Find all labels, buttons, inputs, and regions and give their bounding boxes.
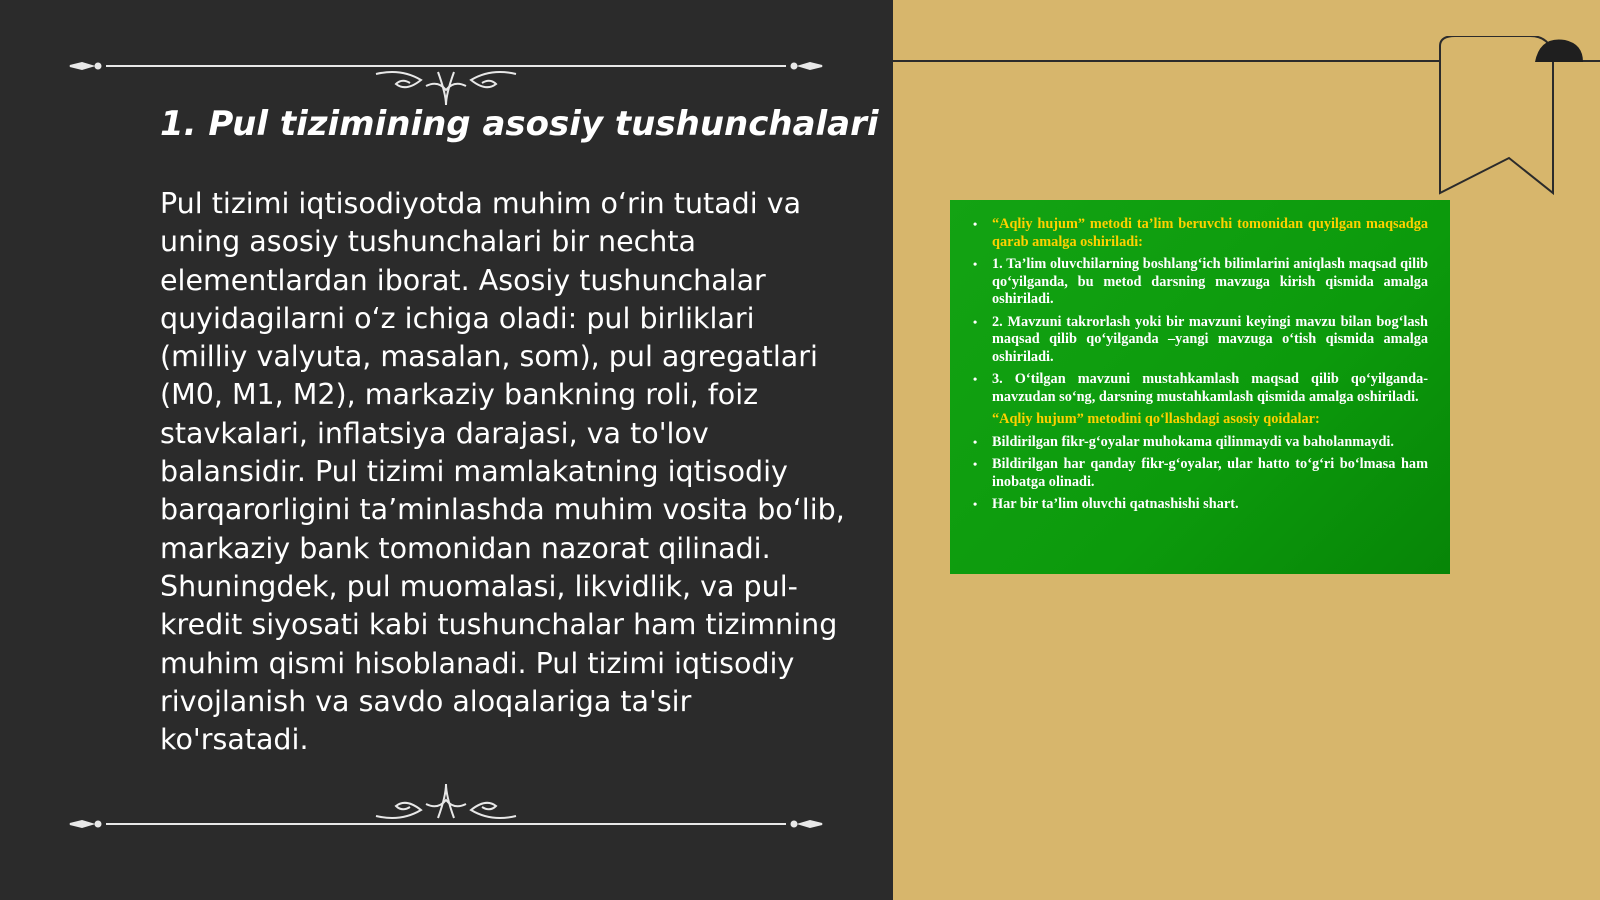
bullet-icon: • <box>973 314 978 329</box>
bottom-flourish-ornament <box>66 770 826 830</box>
bullet-icon: • <box>973 372 978 386</box>
bullet-icon: • <box>973 434 978 449</box>
list-item: • 3. O‘tilgan mavzuni mustahkamlash maqsad qilib qo‘yilganda-mavzudan so‘ng, darsning mustahkamlash qismida amalga oshiriladi. <box>973 371 1428 405</box>
top-flourish-ornament <box>66 50 826 110</box>
list-item: • Bildirilgan har qanday fikr-g‘oyalar, ular hatto to‘g‘ri bo‘lmasa ham inobatga olinadi. <box>973 456 1428 490</box>
list-item: • Har bir ta’lim oluvchi qatnashishi shart. <box>973 496 1239 512</box>
bullet-icon: • <box>973 257 978 271</box>
aqliy-hujum-image-box <box>950 200 1450 574</box>
list-item: • 2. Mavzuni takrorlash yoki bir mavzuni keyingi mavzu bilan bog‘lash maqsad qilib qo‘yilganda –yangi mavzuga o‘tish qismida amalga oshiriladi. <box>973 313 1428 365</box>
bullet-icon: • <box>973 497 978 511</box>
bullet-icon: • <box>973 457 978 471</box>
bullet-icon: • <box>973 217 978 231</box>
list-item: • 1. Ta’lim oluvchilarning boshlang‘ich bilimlarini aniqlash maqsad qilib qo‘yilganda, bu metod darsning mavzuga kirish qismida amalga oshiriladi. <box>973 256 1428 307</box>
list-item: • “Aqliy hujum” metodi ta’lim beruvchi tomonidan quyilgan maqsadga qarab amalga oshiriladi: <box>973 216 1428 250</box>
bookmark-ribbon-icon <box>1435 36 1585 201</box>
rules-subheading: “Aqliy hujum” metodini qo‘llashdagi asosiy qoidalar: <box>992 411 1320 427</box>
list-item: • Bildirilgan fikr-g‘oyalar muhokama qilinmaydi va baholanmaydi. <box>973 433 1394 450</box>
slide-body-paragraph: Pul tizimi iqtisodiyotda muhim o‘rin tutadi va uning asosiy tushunchalari bir nechta elementlardan iborat. Asosiy tushunchalar quyidagilarni o‘z ichiga oladi: pul birliklari (milliy valyuta, masalan, som), pul agregatlari (M0, M1, M2), markaziy bankning roli, foiz stavkalari, inflatsiya darajasi, va to'lov balansidir. Pul tizimi mamlakatning iqtisodiy barqarorligini ta’minlashda muhim vosita bo‘lib, markaziy bank tomonidan nazorat qilinadi. Shuningdek, pul muomalasi, likvidlik, va pul-kredit siyosati kabi tushunchalar ham tizimning muhim qismi hisoblanadi. Pul tizimi iqtisodiy rivojlanish va savdo aloqalariga ta'sir ko'rsatadi. <box>160 187 845 757</box>
slide-title: 1. Pul tizimining asosiy tushunchalari <box>160 104 879 144</box>
